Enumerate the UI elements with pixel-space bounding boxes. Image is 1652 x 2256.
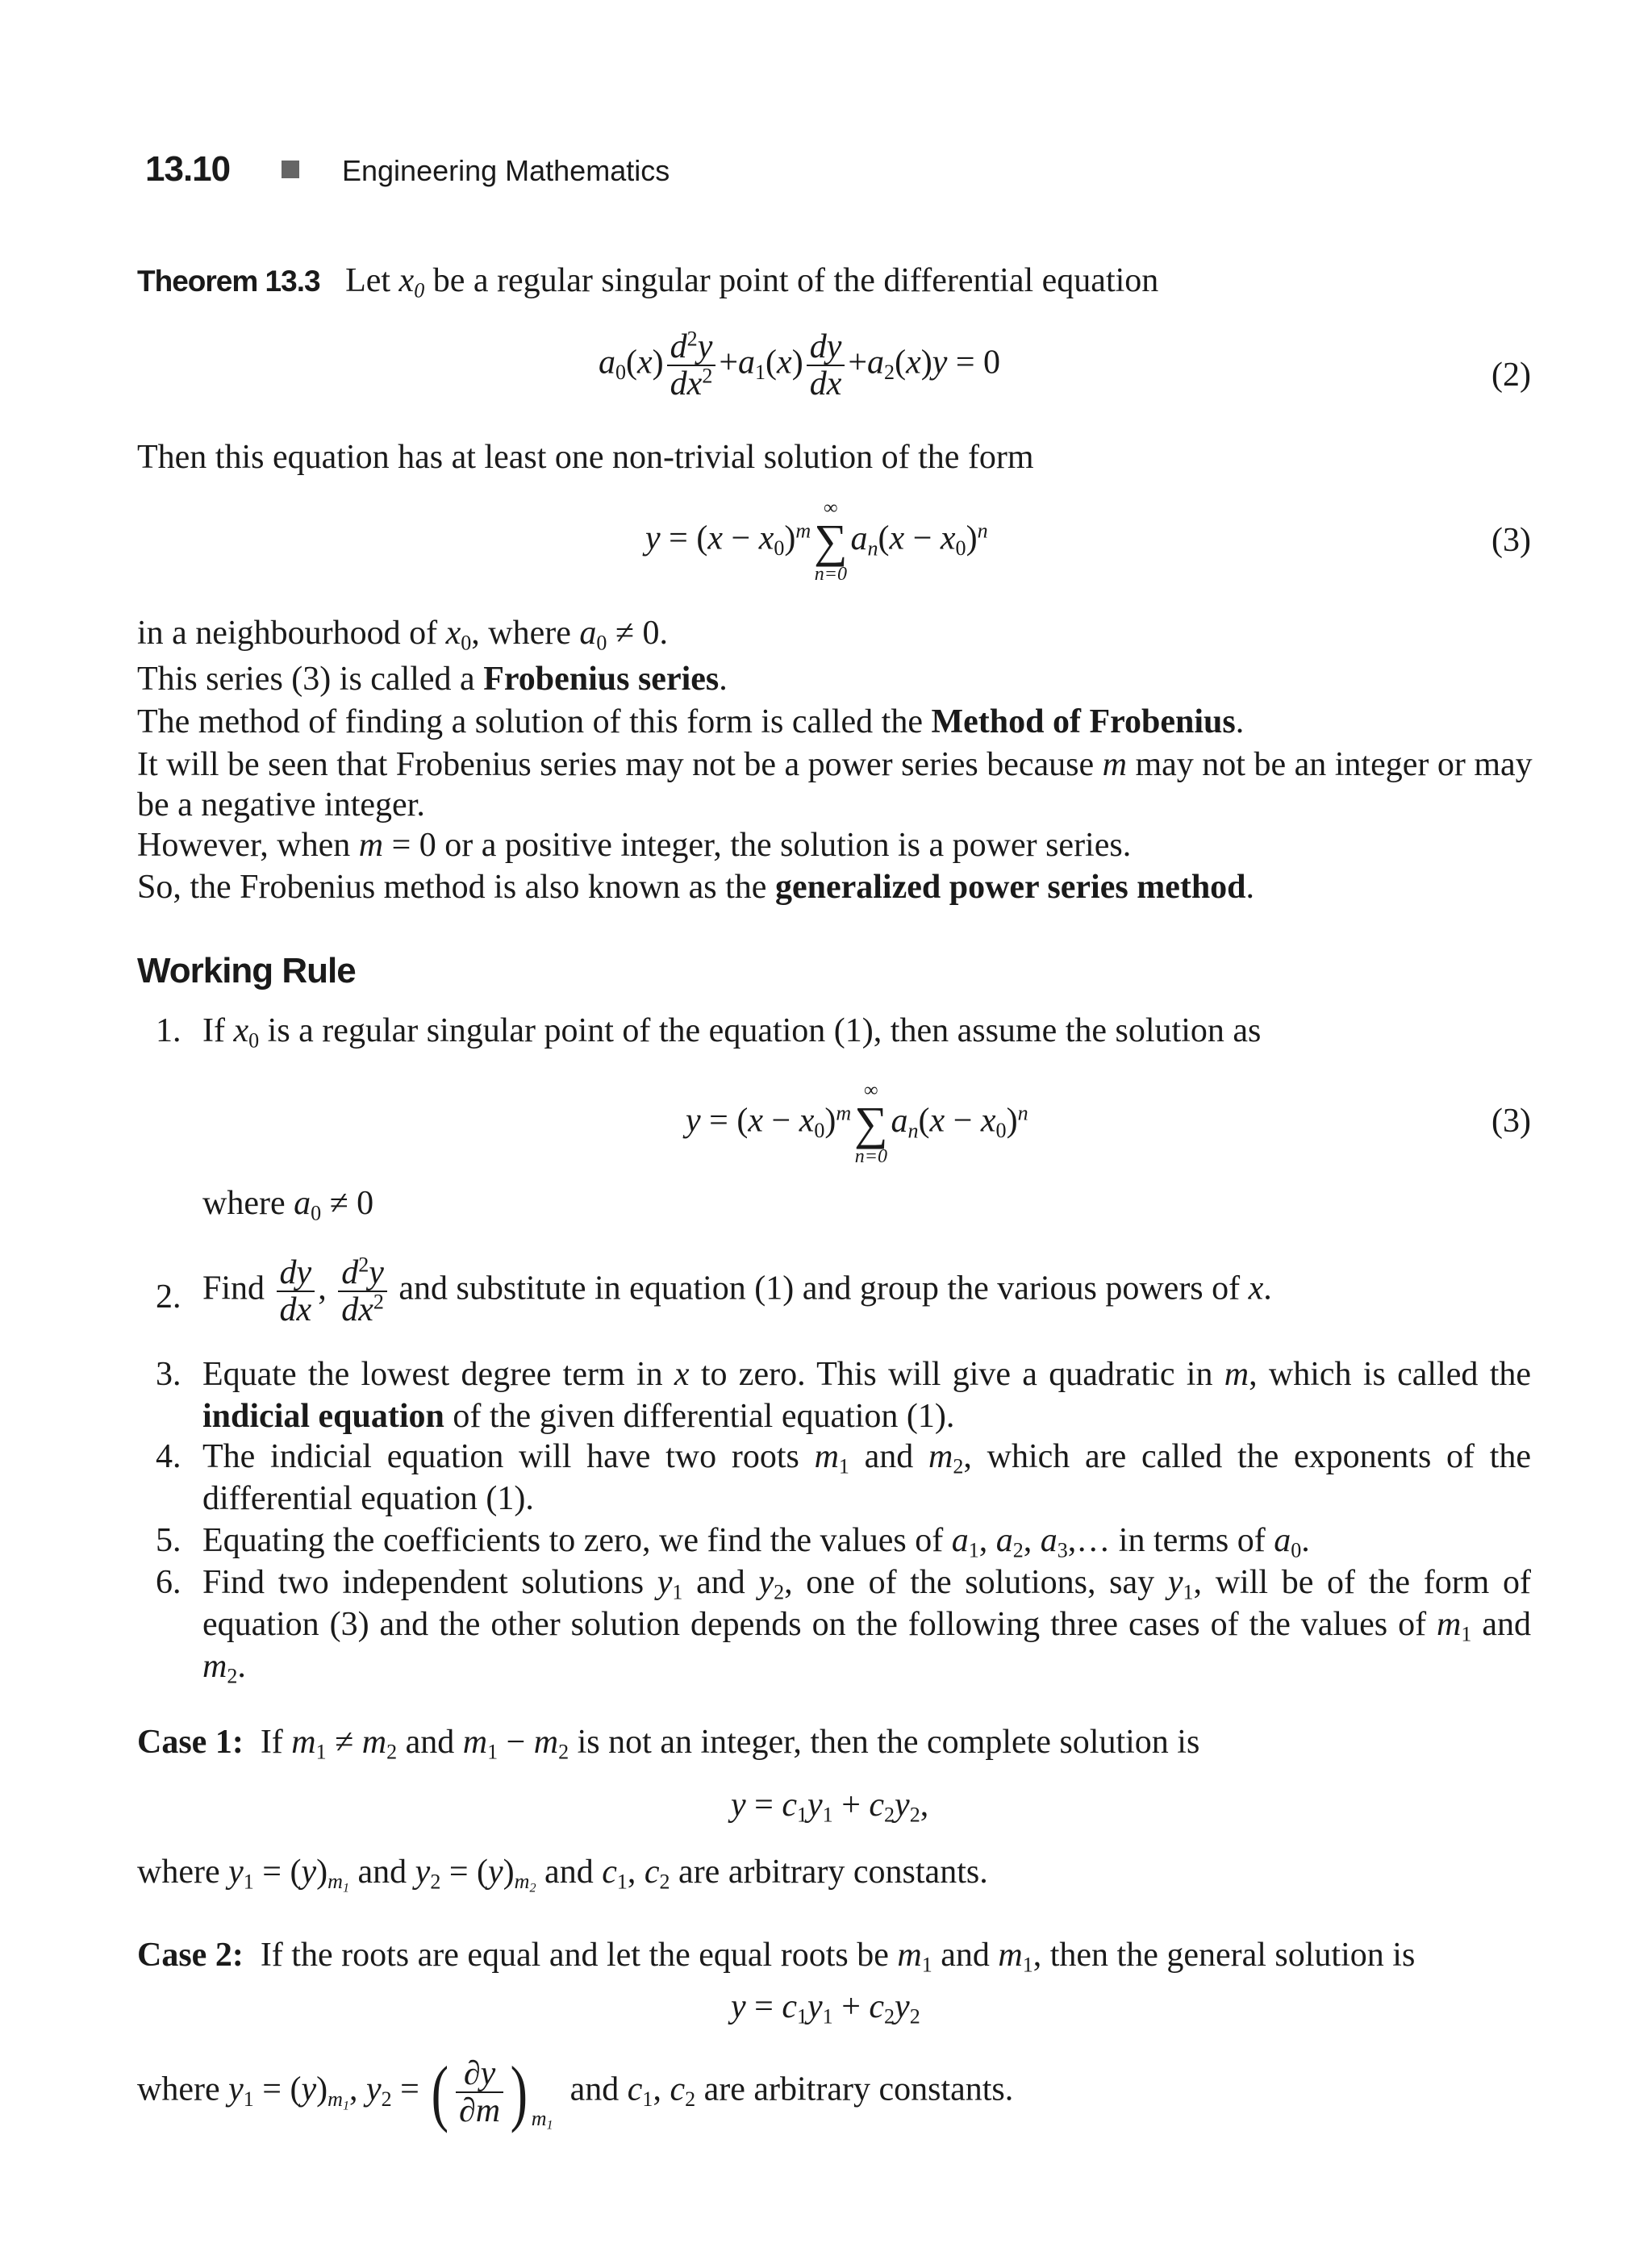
step-6-text: Find two independent solutions $y_1$ and $y_2$, one of the solutions, say $y_1$, will be of the form of equation (3) and the other solution depends on the following three cases of the values of $m_1$ and $m_2$.: [202, 1564, 1532, 1688]
theorem-let: Let: [345, 262, 391, 299]
equation-3: $y = (x - x_0)^m$ ∞ ∑ n=0 $a_n(x - x_0)^n$: [645, 498, 988, 585]
case-2-label: Case 2:: [137, 1937, 244, 1974]
seen-line-2: be a negative integer.: [137, 786, 425, 824]
step-number-4: 4.: [156, 1438, 181, 1475]
frobenius-series-line: This series (3) is called a Frobenius series.: [137, 661, 728, 698]
eq3-number: (3): [1491, 522, 1531, 559]
so-line: So, the Frobenius method is also known as the generalized power series method.: [137, 869, 1255, 906]
case-1-solution: $y = c_1y_1 + c_2y_2$,: [731, 1787, 929, 1827]
equation-2: $a_0(x)$ $\frac{d^2y}{dx^2}$ $+a_1(x)$ $\frac{dy}{dx}$ $+a_2(x)y = 0$: [599, 327, 1001, 403]
page-number: 13.10: [145, 149, 231, 189]
step-number-1: 1.: [156, 1012, 181, 1049]
theorem-line: [137, 260, 1158, 302]
neighbourhood-line: in a neighbourhood of $x_0$, where $a_0 \ne 0$.: [137, 615, 668, 655]
equation-3-repeat: $y = (x - x_0)^m$ ∞ ∑ n=0 $a_n(x - x_0)^n$: [686, 1080, 1028, 1167]
case-1-line: Case 1: If $m_1 \ne m_2$ and $m_1 - m_2$ is not an integer, then the complete solution is: [137, 1724, 1200, 1764]
eq3-number-repeat: (3): [1491, 1103, 1531, 1140]
step-4-text: The indicial equation will have two roots $m_1$ and $m_2$, which are called the exponents of the differential equation (1).: [202, 1438, 1532, 1517]
where-a0-line: where $a_0 \ne 0$: [202, 1185, 374, 1225]
case-1-label: Case 1:: [137, 1724, 244, 1761]
seen-line: It will be seen that Frobenius series may not be a power series because m may not be an integer or may: [137, 746, 1533, 783]
step-2-text: Find $\frac{dy}{dx}$ , $\frac{d^2y}{dx^2}$ and substitute in equation (1) and group the various powers of x.: [202, 1253, 1272, 1329]
eq2-number: (2): [1491, 357, 1531, 394]
step-1-text: If $x_0$ is a regular singular point of the equation (1), then assume the solution as: [202, 1012, 1262, 1053]
var-x0: $x_0$: [398, 262, 425, 302]
step-3-text: Equate the lowest degree term in x to zero. This will give a quadratic in m, which is called the indicial equation of the given differential equation (1).: [202, 1356, 1532, 1435]
theorem-label: Theorem 13.3: [137, 265, 320, 298]
step-number-5: 5.: [156, 1522, 181, 1559]
case-1-where: where $y_1 = (y)_{m_1}$ and $y_2 = (y)_{m_2}$ and $c_1$, $c_2$ are arbitrary constants.: [137, 1854, 988, 1895]
method-line: The method of finding a solution of this form is called the Method of Frobenius.: [137, 703, 1245, 740]
case-2-line: Case 2: If the roots are equal and let the equal roots be $m_1$ and $m_1$, then the general solution is: [137, 1937, 1416, 1977]
theorem-rest: be a regular singular point of the differential equation: [432, 262, 1159, 299]
header-square-icon: [282, 161, 299, 178]
case-2-solution: $y = c_1y_1 + c_2y_2$: [731, 1988, 920, 2029]
working-rule-heading: Working Rule: [137, 951, 356, 990]
case-2-where: where $y_1 = (y)_{m_1}$, $y_2$ = ( $\frac{\partial y}{\partial m}$ ) $_{m_1}$ and $c_1$, $c_2$ are arbitrary constants.: [137, 2051, 1014, 2133]
step-number-3: 3.: [156, 1356, 181, 1393]
step-number-2: 2.: [156, 1278, 181, 1316]
book-title: Engineering Mathematics: [342, 154, 670, 187]
however-line: However, when m = 0 or a positive integer, the solution is a power series.: [137, 827, 1132, 864]
step-5-text: Equating the coefficients to zero, we find the values of $a_1$, $a_2$, $a_3,\dots$ in terms of $a_0$.: [202, 1522, 1310, 1562]
then-line: Then this equation has at least one non-trivial solution of the form: [137, 439, 1034, 476]
step-number-6: 6.: [156, 1564, 181, 1601]
